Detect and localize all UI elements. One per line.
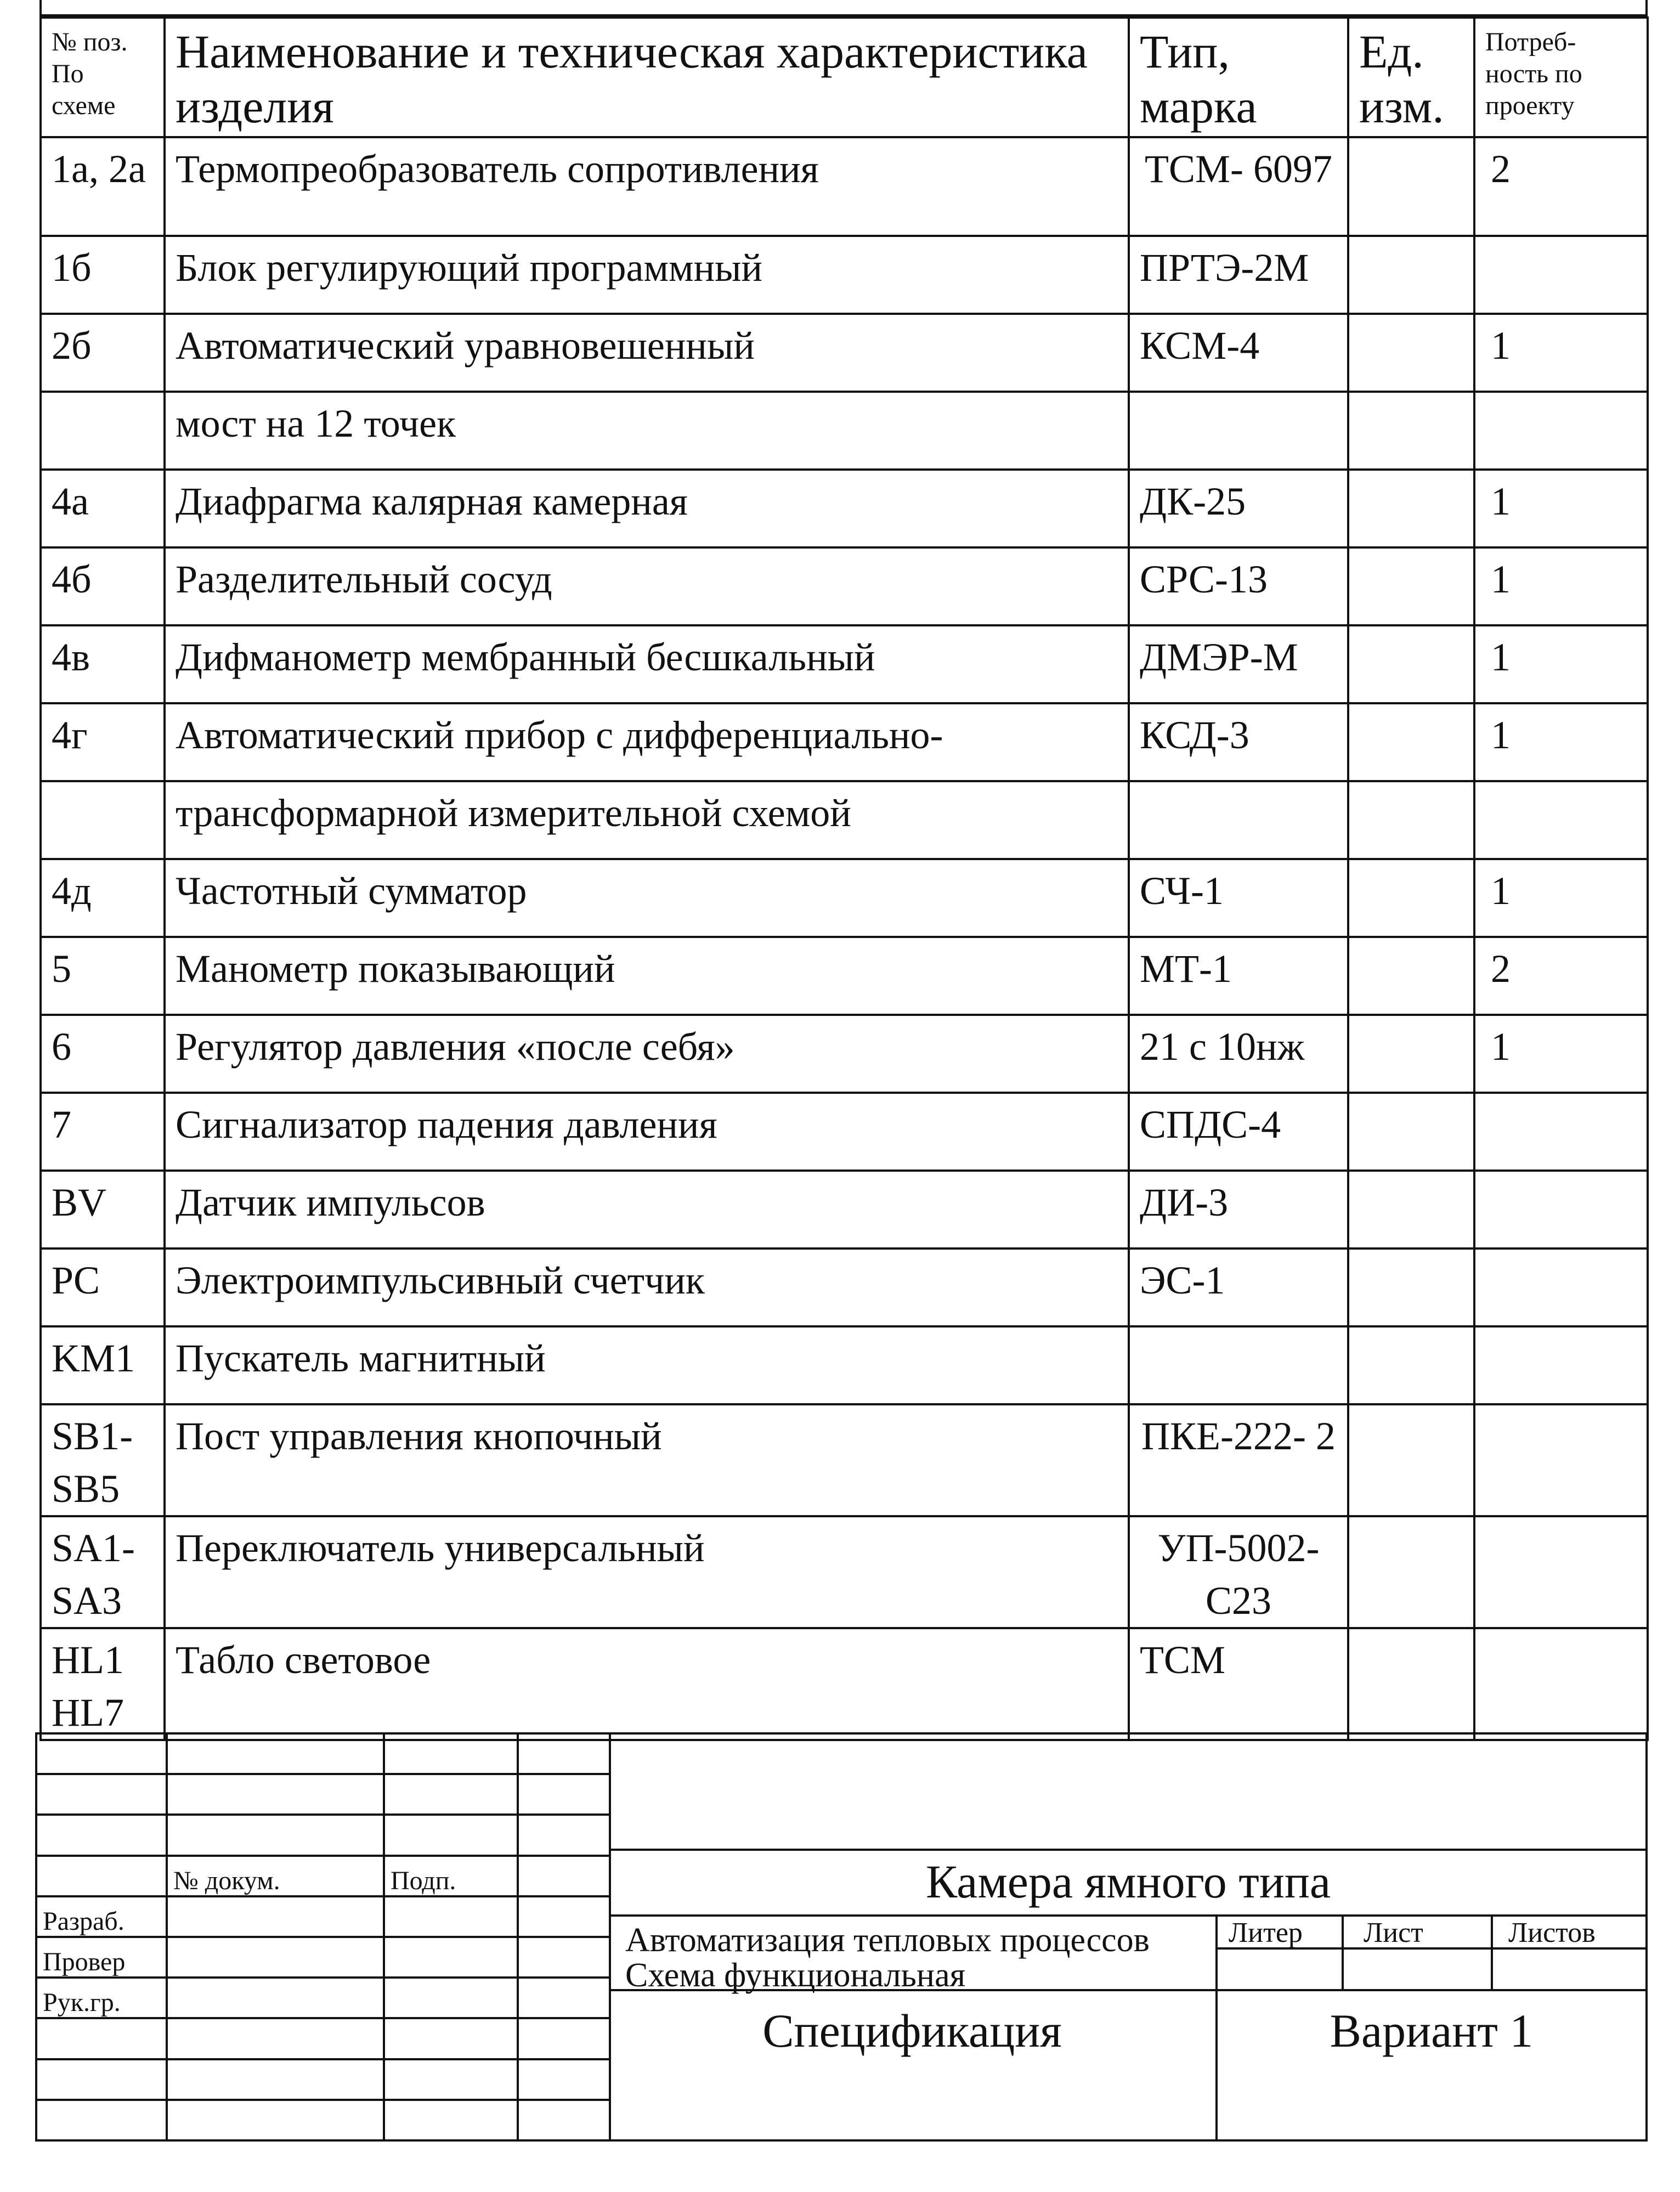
position-cell: 4г — [41, 703, 165, 781]
position-cell: PC — [41, 1248, 165, 1326]
quantity-cell — [1474, 1171, 1648, 1248]
position-cell: 1б — [41, 236, 165, 314]
unit-cell — [1348, 1093, 1474, 1171]
position-cell: 7 — [41, 1093, 165, 1171]
unit-cell — [1348, 314, 1474, 392]
name-cell: Сигнализатор падения давления — [165, 1093, 1129, 1171]
position-cell: 1а, 2а — [41, 137, 165, 236]
unit-cell — [1348, 859, 1474, 937]
unit-cell — [1348, 137, 1474, 236]
name-cell: Дифманометр мембранный бесшкальный — [165, 625, 1129, 703]
table-row — [41, 137, 1648, 236]
quantity-cell: 1 — [1474, 1015, 1648, 1093]
quantity-cell: 2 — [1474, 137, 1648, 236]
type-cell — [1129, 1326, 1348, 1404]
position-cell: 4а — [41, 470, 165, 547]
table-row — [41, 1516, 1648, 1628]
table-row — [41, 703, 1648, 781]
name-cell: трансформарной измерительной схемой — [165, 781, 1129, 859]
position-cell: 4д — [41, 859, 165, 937]
header-name: Наименование и техническая характеристика изделия — [165, 18, 1129, 137]
name-cell: Переключатель универсальный — [165, 1516, 1129, 1628]
page-frame-top — [39, 0, 1648, 16]
subtitle-line-2: Схема функциональная — [625, 1957, 966, 1994]
name-cell: Термопреобразователь сопротивления — [165, 137, 1129, 236]
type-cell: ЭС-1 — [1129, 1248, 1348, 1326]
stamp-checker-label: Провер — [36, 1937, 167, 1978]
quantity-cell — [1474, 1093, 1648, 1171]
liter-label: Литер — [1229, 1917, 1303, 1948]
unit-cell — [1348, 1248, 1474, 1326]
table-row — [41, 1171, 1648, 1248]
name-cell: Разделительный сосуд — [165, 547, 1129, 625]
type-cell: ДК-25 — [1129, 470, 1348, 547]
sheets-count-label: Листов — [1508, 1917, 1596, 1948]
type-cell: ДМЭР-М — [1129, 625, 1348, 703]
table-row — [41, 1015, 1648, 1093]
stamp-group-head-label: Рук.гр. — [36, 1978, 167, 2018]
specification-table — [39, 16, 1649, 1741]
header-need: Потреб- ность по проекту — [1474, 18, 1648, 137]
unit-cell — [1348, 937, 1474, 1015]
position-cell: KM1 — [41, 1326, 165, 1404]
type-cell: ТСМ- 6097 — [1129, 137, 1348, 236]
name-cell: Автоматический уравновешенный — [165, 314, 1129, 392]
type-cell: УП-5002- С23 — [1129, 1516, 1348, 1628]
position-cell: 4в — [41, 625, 165, 703]
quantity-cell: 1 — [1474, 314, 1648, 392]
type-cell: 21 с 10нж — [1129, 1015, 1348, 1093]
quantity-cell — [1474, 1326, 1648, 1404]
object-title: Камера ямного типа — [925, 1855, 1331, 1908]
quantity-cell: 1 — [1474, 859, 1648, 937]
quantity-cell — [1474, 1248, 1648, 1326]
table-row — [41, 547, 1648, 625]
position-cell: HL1 HL7 — [41, 1628, 165, 1740]
type-cell: СРС-13 — [1129, 547, 1348, 625]
name-cell: Табло световое — [165, 1628, 1129, 1740]
subtitle-line-1: Автоматизация тепловых процессов — [625, 1922, 1150, 1959]
quantity-cell — [1474, 236, 1648, 314]
name-cell: Частотный сумматор — [165, 859, 1129, 937]
quantity-cell — [1474, 392, 1648, 470]
revision-stamp-grid — [35, 1732, 611, 2142]
unit-cell — [1348, 392, 1474, 470]
type-cell: ПКЕ-222- 2 — [1129, 1404, 1348, 1516]
table-row — [41, 1628, 1648, 1740]
sheet-label: Лист — [1364, 1917, 1423, 1948]
quantity-cell — [1474, 1404, 1648, 1516]
type-cell: СЧ-1 — [1129, 859, 1348, 937]
quantity-cell — [1474, 1516, 1648, 1628]
name-cell: мост на 12 точек — [165, 392, 1129, 470]
unit-cell — [1348, 470, 1474, 547]
header-position: № поз. По схеме — [41, 18, 165, 137]
table-row — [41, 1093, 1648, 1171]
stamp-developer-label: Разраб. — [36, 1896, 167, 1937]
table-row — [41, 470, 1648, 547]
document-type: Спецификация — [762, 2004, 1062, 2057]
unit-cell — [1348, 1015, 1474, 1093]
quantity-cell — [1474, 1628, 1648, 1740]
type-cell: МТ-1 — [1129, 937, 1348, 1015]
name-cell: Автоматический прибор с дифференциально- — [165, 703, 1129, 781]
header-unit: Ед. изм. — [1348, 18, 1474, 137]
table-row — [41, 1248, 1648, 1326]
table-row — [41, 781, 1648, 859]
table-row — [41, 314, 1648, 392]
type-cell: КСМ-4 — [1129, 314, 1348, 392]
name-cell: Блок регулирующий программный — [165, 236, 1129, 314]
unit-cell — [1348, 1628, 1474, 1740]
unit-cell — [1348, 1171, 1474, 1248]
quantity-cell — [1474, 781, 1648, 859]
title-area — [609, 1732, 1648, 2142]
table-row — [41, 1326, 1648, 1404]
name-cell: Регулятор давления «после себя» — [165, 1015, 1129, 1093]
quantity-cell: 2 — [1474, 937, 1648, 1015]
position-cell: 6 — [41, 1015, 165, 1093]
quantity-cell: 1 — [1474, 625, 1648, 703]
table-row — [41, 625, 1648, 703]
position-cell — [41, 392, 165, 470]
name-cell: Датчик импульсов — [165, 1171, 1129, 1248]
type-cell: ПРТЭ-2М — [1129, 236, 1348, 314]
unit-cell — [1348, 236, 1474, 314]
type-cell — [1129, 392, 1348, 470]
position-cell: SB1- SB5 — [41, 1404, 165, 1516]
quantity-cell: 1 — [1474, 703, 1648, 781]
unit-cell — [1348, 781, 1474, 859]
table-header-row — [41, 18, 1648, 137]
type-cell — [1129, 781, 1348, 859]
type-cell: СПДС-4 — [1129, 1093, 1348, 1171]
name-cell: Диафрагма калярная камерная — [165, 470, 1129, 547]
type-cell: КСД-3 — [1129, 703, 1348, 781]
name-cell: Пускатель магнитный — [165, 1326, 1129, 1404]
table-row — [41, 937, 1648, 1015]
name-cell: Пост управления кнопочный — [165, 1404, 1129, 1516]
position-cell — [41, 781, 165, 859]
table-row — [41, 236, 1648, 314]
header-type: Тип, марка — [1129, 18, 1348, 137]
unit-cell — [1348, 1326, 1474, 1404]
unit-cell — [1348, 703, 1474, 781]
position-cell: BV — [41, 1171, 165, 1248]
type-cell: ТСМ — [1129, 1628, 1348, 1740]
stamp-signature-label: Подп. — [384, 1856, 518, 1896]
title-block-sheet — [35, 1732, 1648, 2142]
table-row — [41, 859, 1648, 937]
position-cell: 4б — [41, 547, 165, 625]
quantity-cell: 1 — [1474, 470, 1648, 547]
table-row — [41, 1404, 1648, 1516]
position-cell: SA1- SA3 — [41, 1516, 165, 1628]
unit-cell — [1348, 625, 1474, 703]
quantity-cell: 1 — [1474, 547, 1648, 625]
type-cell: ДИ-3 — [1129, 1171, 1348, 1248]
position-cell: 5 — [41, 937, 165, 1015]
unit-cell — [1348, 1404, 1474, 1516]
position-cell: 2б — [41, 314, 165, 392]
variant-label: Вариант 1 — [1330, 2004, 1534, 2057]
stamp-doc-number-label: № докум. — [167, 1856, 384, 1896]
table-row — [41, 392, 1648, 470]
unit-cell — [1348, 1516, 1474, 1628]
unit-cell — [1348, 547, 1474, 625]
name-cell: Электроимпульсивный счетчик — [165, 1248, 1129, 1326]
name-cell: Манометр показывающий — [165, 937, 1129, 1015]
